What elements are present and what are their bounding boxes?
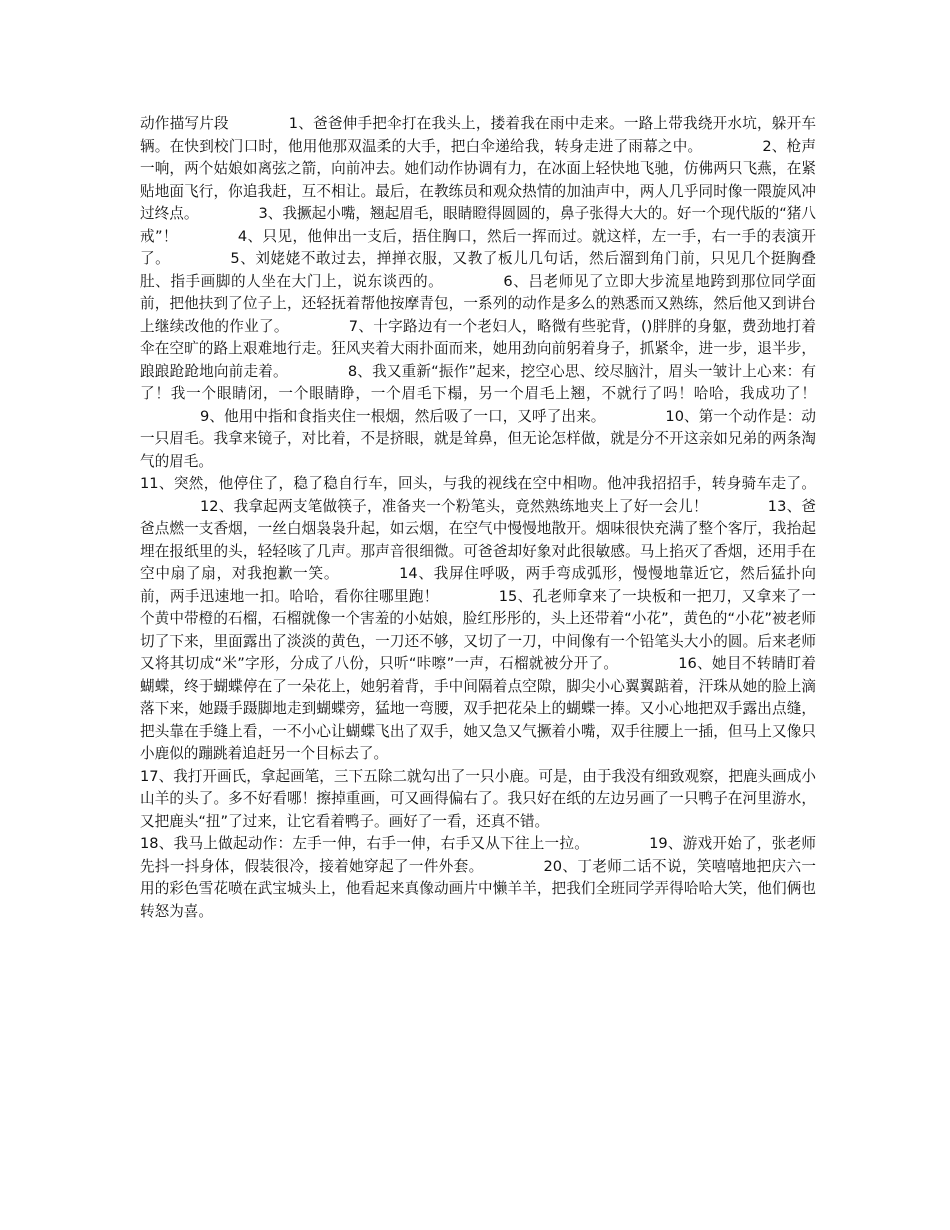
paragraph-18: 18、我马上做起动作：左手一伸，右手一伸，右手又从下往上一拉。 (140, 835, 590, 852)
paragraph-19: 19、游戏开始了，张老师先抖一抖身体，假装很冷，接着她穿起了一件外套。 (140, 835, 816, 875)
paragraph-9: 9、他用中指和食指夹住一根烟，然后吸了一口，又呼了出来。 (200, 407, 606, 425)
paragraph-15: 15、孔老师拿来了一块板和一把刀，又拿来了一个黄中带橙的石榴，石榴就像一个害羞的小姑娘，脸红彤彤的，头上还带着“小花”，黄色的“小花”被老师切了下来，里面露出了淡淡的黄色，一刀还不够，又切了一刀，中间像有一个铅笔头大小的圆。后来老师又将其切成“米”字形，分成了八份，只听“咔嚓”一声，石榴就被分开了。 (140, 587, 816, 672)
paragraph-13: 13、爸爸点燃一支香烟，一丝白烟袅袅升起，如云烟，在空气中慢慢地散开。烟味很快充满了整个客厅，我抬起埋在报纸里的头，轻轻咳了几声。那声音很细微。可爸爸却好象对此很敏感。马上掐灭了香烟，还用手在空中扇了扇，对我抱歉一笑。 (140, 497, 816, 582)
paragraph-16: 16、她目不转睛盯着蝴蝶，终于蝴蝶停在了一朵花上，她躬着背，手中间隔着点空隙，脚尖小心翼翼踮着，汗珠从她的脸上滴落下来，她蹑手蹑脚地走到蝴蝶旁，猛地一弯腰，双手把花朵上的蝴蝶一捧。又小心地把双手露出点缝，把头靠在手缝上看，一不小心让蝴蝶飞出了双手，她又急又气撅着小嘴，双手往腰上一插，但马上又像只小鹿似的蹦跳着追赶另一个目标去了。 (140, 655, 816, 762)
paragraph-8: 8、我又重新“振作”起来，挖空心思、绞尽脑汁，眉头一皱计上心来：有了！我一个眼睛闭，一个眼睛睁，一个眉毛下榻，另一个眉毛上翘，不就行了吗！哈哈，我成功了！ (140, 362, 816, 402)
document-body (140, 113, 816, 923)
paragraph-2: 2、枪声一响，两个姑娘如离弦之箭，向前冲去。她们动作协调有力，在冰面上轻快地飞驰，仿佛两只飞燕，在紧贴地面飞行，你追我赶，互不相让。最后，在教练员和观众热情的加油声中，两人几乎同时像一隈旋风冲过终点。 (140, 137, 816, 222)
paragraph-17: 17、我打开画氏，拿起画笔，三下五除二就勾出了一只小鹿。可是，由于我没有细致观察，把鹿头画成小山羊的头了。多不好看哪！擦掉重画，可又画得偏右了。我只好在纸的左边另画了一只鸭子在河里游水，又把鹿头“扭”了过来，让它看着鸭子。画好了一看，还真不错。 (140, 767, 816, 830)
paragraph-14: 14、我屏住呼吸，两手弯成弧形，慢慢地靠近它，然后猛扑向前，两手迅速地一扣。哈哈，看你往哪里跑！ (140, 565, 816, 605)
paragraph-1: 1、爸爸伸手把伞打在我头上，搂着我在雨中走来。一路上带我绕开水坑，躲开车辆。在快到校门口时，他用他那双温柔的大手，把白伞递给我，转身走进了雨幕之中。 (140, 115, 816, 155)
paragraph-20: 20、丁老师二话不说，笑嘻嘻地把庆六一用的彩色雪花喷在武宝城头上，他看起来真像动画片中懒羊羊，把我们全班同学弄得哈哈大笑，他们俩也转怒为喜。 (140, 857, 816, 920)
paragraph-10: 10、第一个动作是：动一只眉毛。我拿来镜子，对比着，不是挤眼，就是耸鼻，但无论怎样做，就是分不开这亲如兄弟的两条淘气的眉毛。 (140, 407, 816, 470)
paragraph-5: 5、刘姥姥不敢过去，掸掸衣服，又教了板儿几句话，然后溜到角门前，只见几个挺胸叠肚、指手画脚的人坐在大门上，说东谈西的。 (140, 250, 816, 290)
paragraph-12: 12、我拿起两支笔做筷子，准备夹一个粉笔头，竟然熟练地夹上了好一会儿！ (200, 497, 708, 515)
document-title: 动作描写片段 (140, 115, 229, 132)
paragraph-6: 6、吕老师见了立即大步流星地跨到那位同学面前，把他扶到了位子上，还轻抚着帮他按摩青包，一系列的动作是多么的熟悉而又熟练，然后他又到讲台上继续改他的作业了。 (140, 272, 816, 335)
paragraph-4: 4、只见，他伸出一支后，捂住胸口，然后一挥而过。就这样，左一手，右一手的表演开了。 (140, 227, 816, 267)
paragraph-11: 11、突然，他停住了，稳了稳自行车，回头，与我的视线在空中相吻。他冲我招招手，转身骑车走了。 (140, 475, 816, 492)
paragraph-3: 3、我撅起小嘴，翘起眉毛，眼睛瞪得圆圆的，鼻子张得大大的。好一个现代版的“猪八戒”！ (140, 205, 816, 245)
paragraph-7: 7、十字路边有一个老妇人，略微有些驼背，()胖胖的身躯，费劲地打着伞在空旷的路上艰难地行走。狂风夹着大雨扑面而来，她用劲向前躬着身子，抓紧伞，进一步，退半步，踉踉跄跄地向前走着。 (140, 317, 816, 380)
